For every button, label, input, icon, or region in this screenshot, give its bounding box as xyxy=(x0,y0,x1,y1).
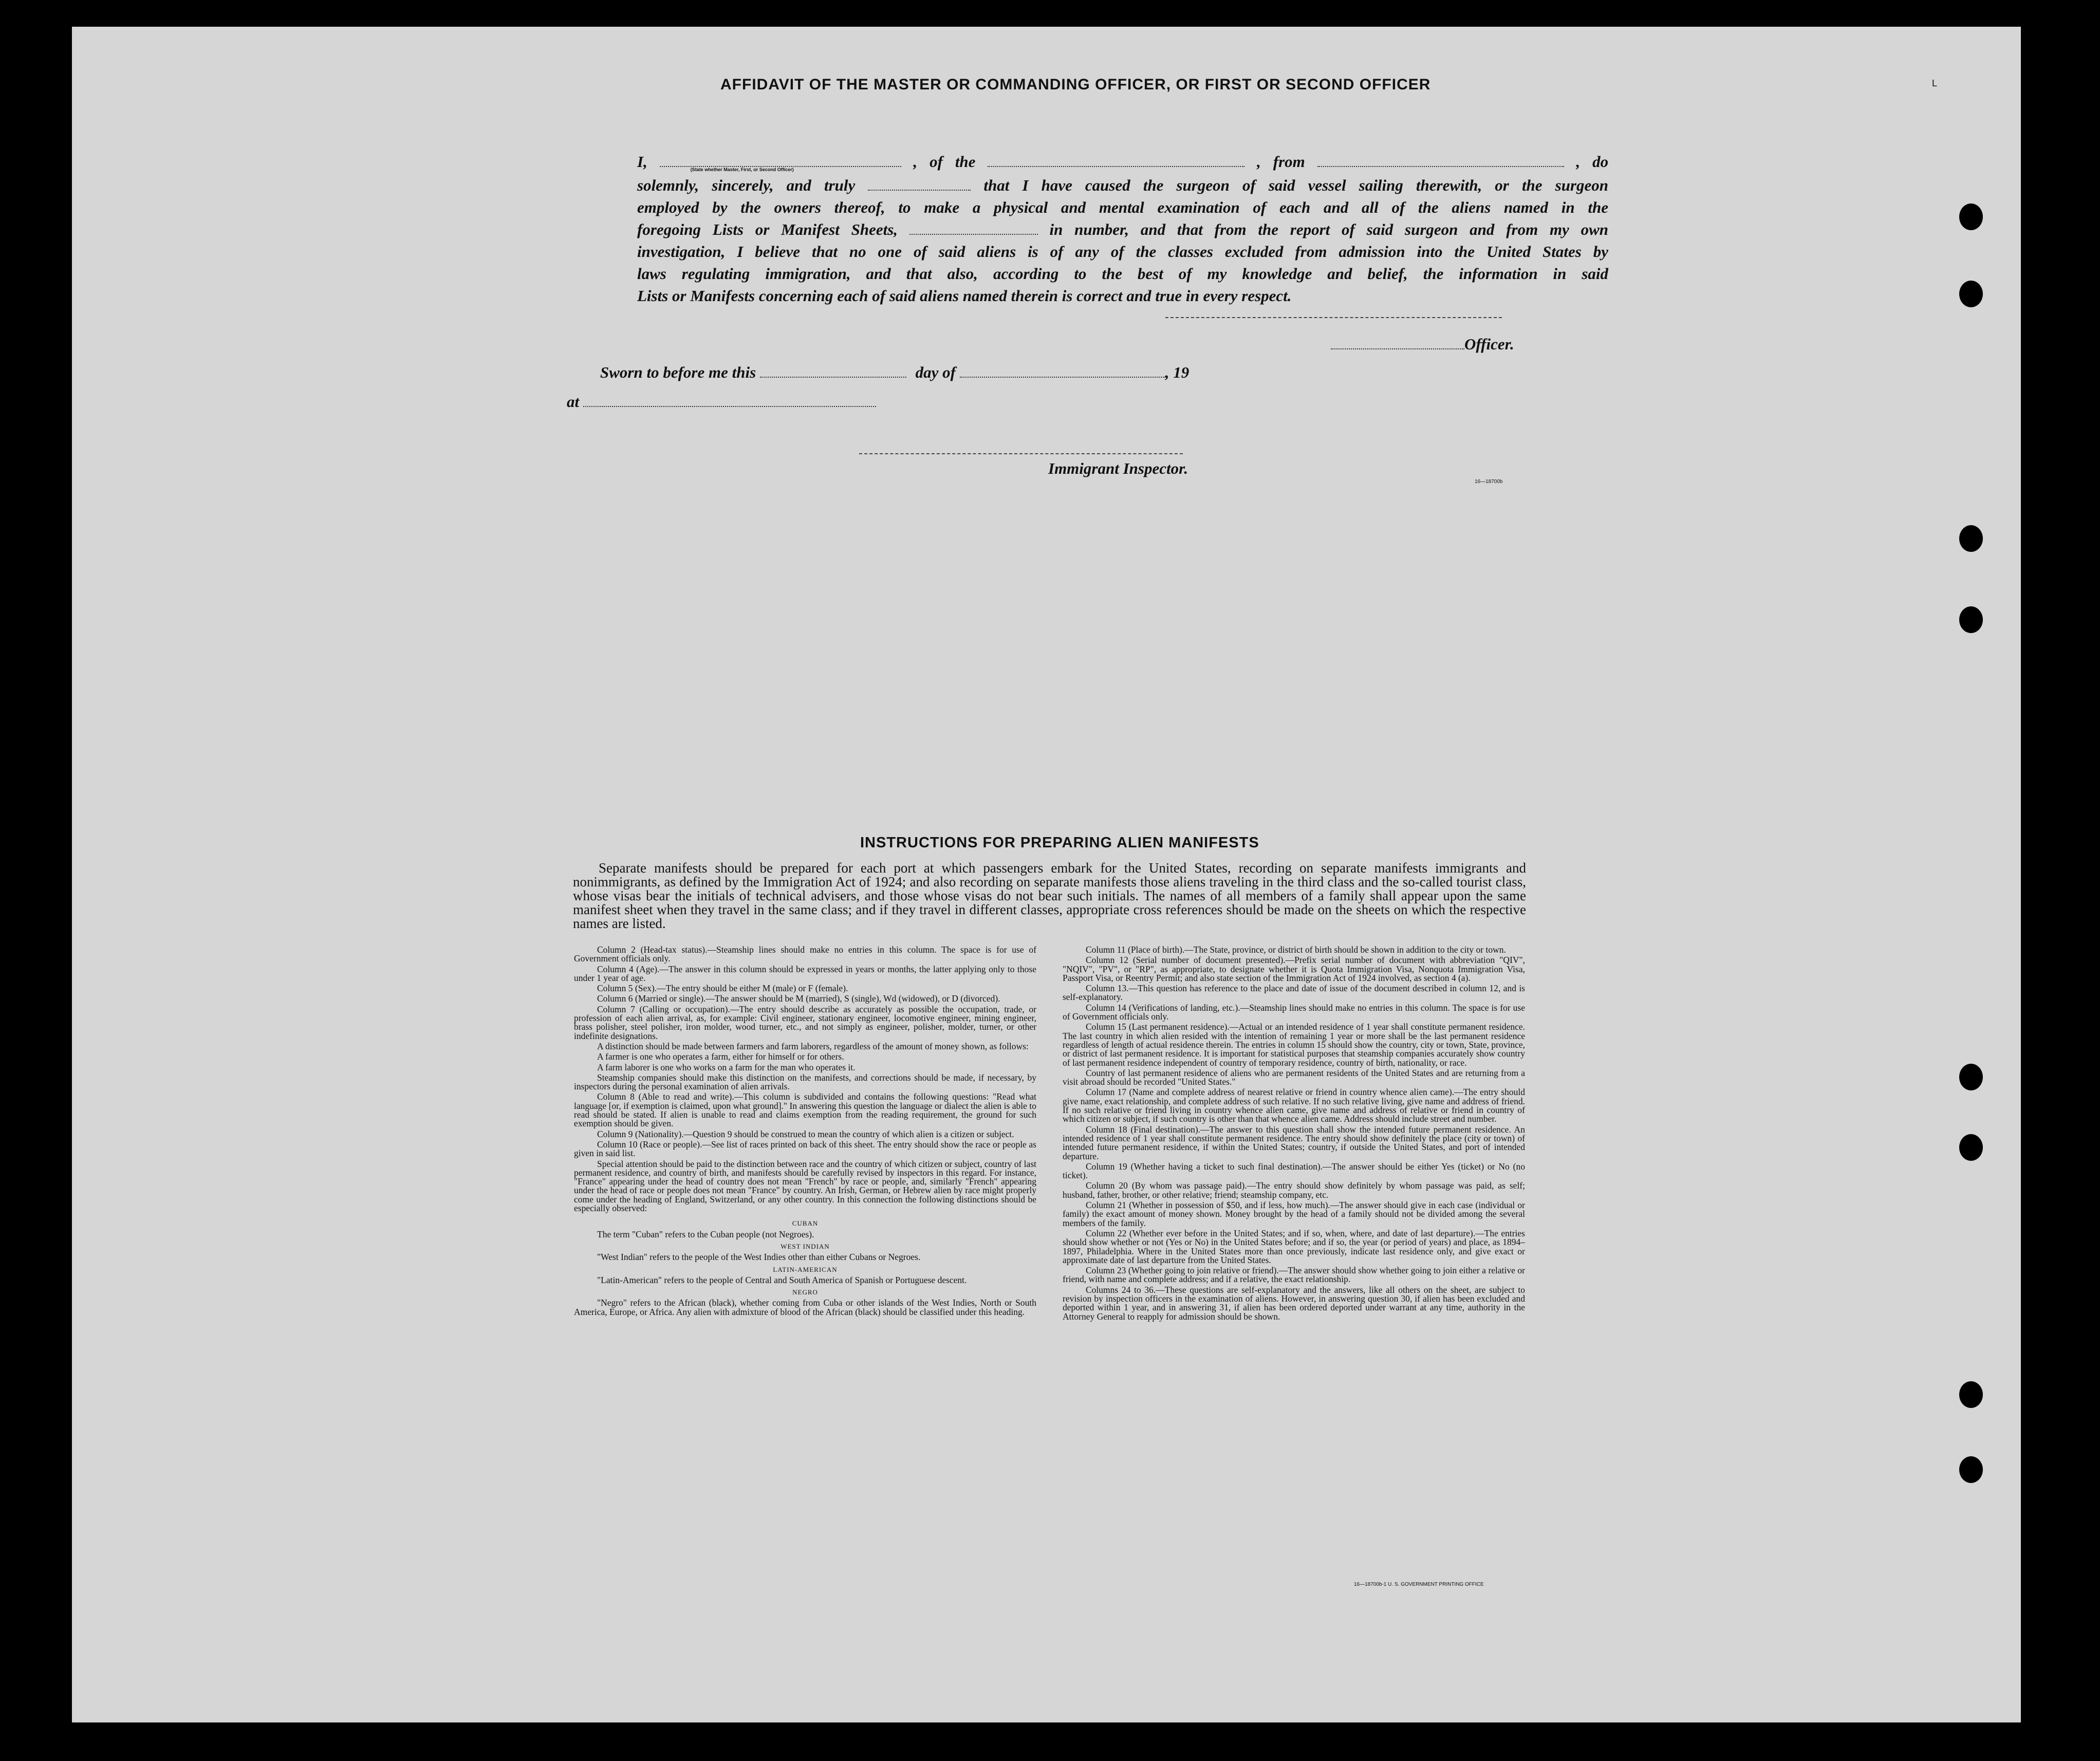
instruction-paragraph: A distinction should be made between farmers and farm laborers, regardless of the amount of money shown, as follows: xyxy=(597,1041,1029,1051)
instruction-paragraph: Column 9 (Nationality).—Question 9 should be construed to mean the country of which alien is a citizen or subject. xyxy=(597,1128,1014,1139)
instruction-paragraph: Special attention should be paid to the distinction between race and the country of which citizen or subject, country of last permanent residence, and country of birth, and manifests should be carefully revised by inspectors in this regard. For instance, "France" appearing under the head of country does not mean "French" by race or people, and, similarly "French" appearing under the head of race or people does not mean "France" by country. An Irish, German, or Hebrew alien by race might properly come under the heading of England, Switzerland, or any other country. In this connection the following distinctions should be especially observed: xyxy=(574,1158,1036,1214)
officer-field[interactable] xyxy=(1331,338,1464,349)
affidavit-line2b: that I have caused the surgeon of said vessel sailing therewith, or the surgeon xyxy=(983,176,1608,194)
day-of-label: day of xyxy=(915,363,956,381)
instruction-paragraph: Column 5 (Sex).—The entry should be either M (male) or F (female). xyxy=(597,983,848,994)
state-note: (State whether Master, First, or Second Officer) xyxy=(690,167,794,172)
affidavit-line-2 xyxy=(637,176,1608,195)
negro-definition: "Negro" refers to the African (black), whether coming from Cuba or other islands of the West Indies, North or South America, Europe, or Africa. Any alien with admixture of blood of the African (black) should be classified under this heading. xyxy=(574,1297,1036,1317)
binding-hole xyxy=(1959,281,1983,307)
affidavit-line-6: laws regulating immigration, and that also, according to the best of my knowledge and belief, the information in said xyxy=(637,265,1608,283)
affidavit-line-5: investigation, I believe that no one of said aliens is of any of the classes excluded from admission into the United States by xyxy=(637,243,1608,261)
instructions-intro: Separate manifests should be prepared for each port at which passengers embark for the United States, recording on separate manifests immigrants and nonimmigrants, as defined by the Immigration Act of 1924; and also recording on separate manifests those aliens traveling in the third class and the so-called tourist class, whose visas bear the initials of technical advisers, and those whose visas do not bear such initials. The names of all members of a family shall appear upon the same manifest sheet when they travel in the same class; and if they travel in different classes, appropriate cross references should be made on the sheets on which the respective names are listed. xyxy=(573,860,1526,931)
page-number: L xyxy=(1932,78,1938,88)
affidavit-line4a: foregoing Lists or Manifest Sheets, xyxy=(637,220,898,238)
affidavit-line-7: Lists or Manifests concerning each of said aliens named therein is correct and true in every respect. xyxy=(637,287,1292,305)
instruction-paragraph: Column 17 (Name and complete address of nearest relative or friend in country whence alien came).—The entry should give name, exact relationship, and complete address of such relative. If no such relative living, give name and address of friend. If no such relative or friend living in country whence alien came, give name and address of relative or friend in country of which citizen or subject, if such country is other than that whence alien came. Address should include street and number. xyxy=(1063,1087,1525,1124)
affidavit-title: AFFIDAVIT OF THE MASTER OR COMMANDING OFFICER, OR FIRST OR SECOND OFFICER xyxy=(720,76,1431,93)
west-indian-heading: WEST INDIAN xyxy=(780,1242,830,1250)
departure-port-field[interactable] xyxy=(1317,156,1564,167)
instruction-paragraph: A farm laborer is one who works on a farm for the man who operates it. xyxy=(597,1062,856,1072)
binding-hole xyxy=(1959,525,1983,552)
sworn-line xyxy=(600,363,1189,382)
instruction-paragraph: Country of last permanent residence of aliens who are permanent residents of the United States and are returning from a visit abroad should be recorded "United States." xyxy=(1063,1067,1525,1087)
binding-hole xyxy=(1959,1134,1983,1161)
officer-rank-field[interactable] xyxy=(660,156,901,172)
west-indian-definition: "West Indian" refers to the people of the West Indies other than either Cubans or Negroes. xyxy=(597,1252,921,1263)
instruction-paragraph: Columns 24 to 36.—These questions are self-explanatory and the answers, like all others on the sheet, are subject to revision by inspection officers in the examination of aliens. However, in answering question 30, if alien has been excluded and deported within 1 year, and in answering 31, if alien has been ordered deported under warrant at any time, authority in the Attorney General to reapply for admission should be shown. xyxy=(1063,1284,1525,1322)
instructions-right-column xyxy=(1063,946,1525,1323)
instruction-paragraph: Column 15 (Last permanent residence).—Actual or an intended residence of 1 year shall constitute permanent residence. The last country in which alien resided with the intention of remaining 1 year or more shall be the last permanent residence regardless of length of actual residence therein. The entries in column 15 should show the country, city or town, State, province, or district of last permanent residence. It is important for statistical purposes that steamship companies accurately show country of last permanent residence independent of country of temporary residence, country of birth, nationality, or race. xyxy=(1063,1022,1525,1068)
sworn-place-field[interactable] xyxy=(583,396,876,407)
binding-hole xyxy=(1959,1456,1983,1483)
manifest-page xyxy=(72,27,2021,1722)
binding-hole xyxy=(1959,1381,1983,1408)
affidavit-do: , do xyxy=(1576,153,1609,171)
form-number: 16—18700b xyxy=(1475,479,1503,485)
instruction-paragraph: Column 20 (By whom was passage paid).—The entry should show definitely by whom passage was paid, as self; husband, father, brother, or other relative; friend; steamship company, etc. xyxy=(1063,1180,1525,1200)
instruction-paragraph: Column 23 (Whether going to join relative or friend).—The answer should show whether going to join either a relative or friend, with name and complete address; and if a relative, the exact relationship. xyxy=(1063,1265,1525,1285)
affidavit-of-the: , of the xyxy=(913,153,976,171)
year-label: , 19 xyxy=(1165,363,1190,381)
instructions-left-column xyxy=(574,946,1036,1318)
affidavit-line-1 xyxy=(637,153,1608,171)
instruction-paragraph: Column 13.—This question has reference to the place and date of issue of the document described in column 12, and is self-explanatory. xyxy=(1063,983,1525,1003)
instruction-paragraph: Column 12 (Serial number of document presented).—Prefix serial number of document with abbreviation "QIV", "NQIV", "PV", or "RP", as appropriate, to designate whether it is Quota Immigration Visa, Nonquota Immigration Visa, Passport Visa, or Reentry Permit; and also state section of the Immigration Act of 1924 involved, as section 4 (a). xyxy=(1063,955,1525,983)
affidavit-line-3: employed by the owners thereof, to make a physical and mental examination of each and all of the aliens named in the xyxy=(637,198,1608,216)
instruction-paragraph: Column 19 (Whether having a ticket to such final destination).—The answer should be either Yes (ticket) or No (no ticket). xyxy=(1063,1161,1525,1181)
at-line xyxy=(567,393,876,411)
instruction-paragraph: Column 10 (Race or people).—See list of races printed on back of this sheet. The entry should show the race or people as given in said list. xyxy=(574,1139,1036,1159)
instruction-paragraph: Column 18 (Final destination).—The answer to this question shall show the intended future permanent residence. An intended residence of 1 year shall constitute permanent residence. The entry should show definitely the place (city or town) of intended future permanent residence, if within the United States; country, if outside the United States, and port of intended departure. xyxy=(1063,1124,1525,1161)
cuban-definition: The term "Cuban" refers to the Cuban people (not Negroes). xyxy=(597,1229,814,1239)
affidavit-body xyxy=(637,153,1608,307)
at-label: at xyxy=(567,393,580,411)
instruction-paragraph: Column 7 (Calling or occupation).—The entry should describe as accurately as possible the occupation, trade, or profession of each alien arrival, as, for example: Civil engineer, stationary engineer, locomotive engineer, mining engineer, brass polisher, steel polisher, iron molder, wood turner, etc., and not simply as engineer, polisher, molder, turner, or other indefinite designations. xyxy=(574,1004,1036,1041)
signature-line[interactable] xyxy=(1165,317,1502,318)
alien-count-field[interactable] xyxy=(909,224,1038,235)
sworn-day-field[interactable] xyxy=(760,366,906,378)
instruction-paragraph: Column 4 (Age).—The answer in this column should be expressed in years or months, the latter applying only to those under 1 year of age. xyxy=(574,963,1036,983)
instruction-paragraph: A farmer is one who operates a farm, either for himself or for others. xyxy=(597,1051,844,1062)
instruction-paragraph: Column 11 (Place of birth).—The State, province, or district of birth should be shown in addition to the city or town. xyxy=(1086,944,1506,955)
instruction-paragraph: Column 22 (Whether ever before in the United States; and if so, when, where, and date of last departure).—The entries should show whether or not (Yes or No) in the United States before; and if so, the year (or period of years) and place, as 1894–1897, Philadelphia. Where in the United States more than once previously, indicate last residence only, and give exact or approximate date of last departure from the United States. xyxy=(1063,1228,1525,1265)
cuban-heading: CUBAN xyxy=(792,1219,819,1228)
sworn-label: Sworn to before me this xyxy=(600,363,756,381)
sworn-month-field[interactable] xyxy=(960,366,1165,378)
instructions-title: INSTRUCTIONS FOR PREPARING ALIEN MANIFESTS xyxy=(860,835,1259,851)
instruction-paragraph: Steamship companies should make this distinction on the manifests, and corrections should be made, if necessary, by inspectors during the personal examination of alien arrivals. xyxy=(574,1072,1036,1092)
negro-heading: NEGRO xyxy=(792,1288,818,1296)
inspector-signature-line[interactable] xyxy=(859,453,1183,454)
affidavit-line2a: solemnly, sincerely, and truly xyxy=(637,176,856,194)
vessel-name-field[interactable] xyxy=(988,156,1244,167)
latin-american-definition: "Latin-American" refers to the people of Central and South America of Spanish or Portuguese descent. xyxy=(597,1274,967,1285)
inspector-label: Immigrant Inspector. xyxy=(1048,459,1188,477)
binding-hole xyxy=(1959,203,1983,230)
instruction-paragraph: Column 14 (Verifications of landing, etc.).—Steamship lines should make no entries in this column. The space is for use of Government officials only. xyxy=(1063,1002,1525,1022)
instruction-paragraph: Column 21 (Whether in possession of $50, and if less, how much).—The answer should give in each case (individual or family) the exact amount of money shown. Money brought by the head of a family should not be divided among the several members of the family. xyxy=(1063,1200,1525,1228)
officer-signature xyxy=(1331,335,1514,354)
binding-hole xyxy=(1959,606,1983,633)
affidavit-from: , from xyxy=(1257,153,1305,171)
affidavit-i: I, xyxy=(637,153,647,171)
affidavit-line4b: in number, and that from the report of said surgeon and from my own xyxy=(1049,220,1608,238)
oath-field[interactable] xyxy=(868,179,971,191)
officer-label: Officer. xyxy=(1464,335,1514,353)
binding-hole xyxy=(1959,1064,1983,1090)
instruction-paragraph: Column 6 (Married or single).—The answer should be M (married), S (single), Wd (widowed), or D (divorced). xyxy=(597,993,1000,1004)
affidavit-line-4 xyxy=(637,220,1608,239)
instruction-paragraph: Column 2 (Head-tax status).—Steamship lines should make no entries in this column. The space is for use of Government officials only. xyxy=(574,944,1036,964)
instruction-paragraph: Column 8 (Able to read and write).—This column is subdivided and contains the following questions: "Read what language [or, if exemption is claimed, upon what ground]." In answering this question the language or dialect the alien is able to read should be stated. If alien is unable to read and claims exemption from the reading requirement, the ground for such exemption should be given. xyxy=(574,1091,1036,1129)
latin-american-heading: LATIN-AMERICAN xyxy=(773,1265,838,1273)
printing-office-footer: 16—18700b-1 U. S. GOVERNMENT PRINTING OFFICE xyxy=(1354,1582,1484,1587)
